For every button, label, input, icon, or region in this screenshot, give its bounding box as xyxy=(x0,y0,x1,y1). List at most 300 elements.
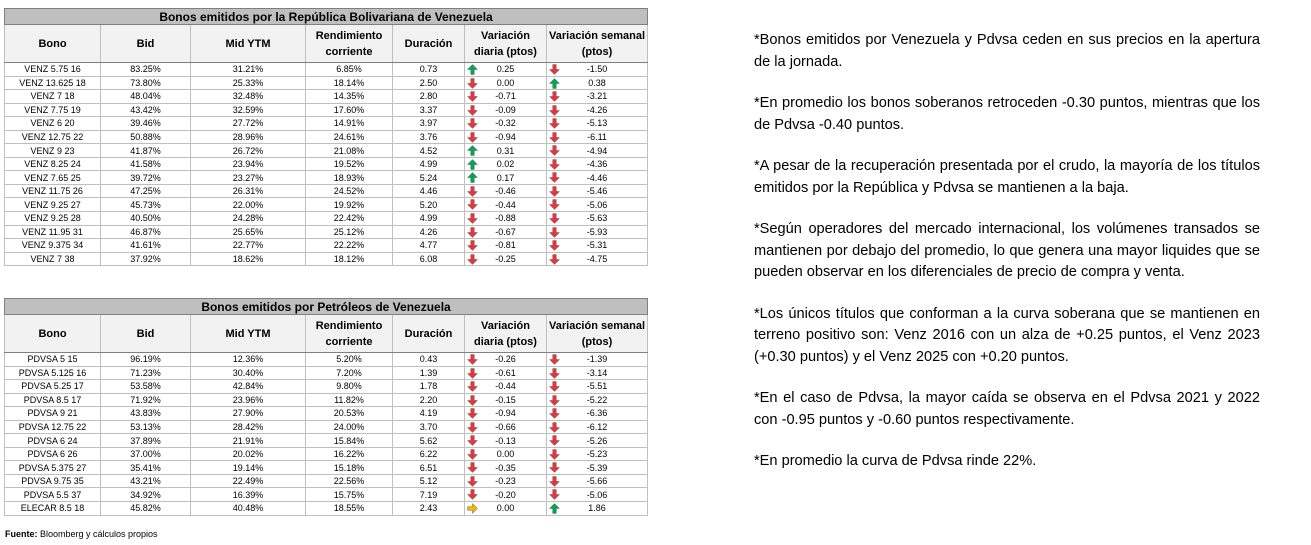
arrow-down-icon xyxy=(467,449,478,460)
commentary-notes xyxy=(754,30,1260,493)
venezuela-table-body xyxy=(5,63,648,266)
mid-ytm-cell: 25.33% xyxy=(191,76,306,90)
venezuela-header-row xyxy=(5,25,648,63)
bond-name-cell: VENZ 7 38 xyxy=(5,252,101,266)
bid-cell: 71.23% xyxy=(101,366,191,380)
var-diaria-cell-value: -0.66 xyxy=(495,422,516,432)
var-diaria-cell-value: -0.44 xyxy=(495,381,516,392)
var-semanal-cell xyxy=(547,474,648,488)
arrow-up-icon xyxy=(467,145,478,156)
arrow-down-icon xyxy=(549,186,560,197)
arrow-down-icon xyxy=(467,408,478,419)
mid-ytm-cell: 21.91% xyxy=(191,434,306,448)
arrow-down-icon xyxy=(549,240,560,251)
var-semanal-cell-value: -4.26 xyxy=(586,104,608,115)
var-semanal-cell-value: -4.36 xyxy=(586,159,608,170)
var-diaria-cell-value: -0.20 xyxy=(495,489,516,500)
mid-ytm-cell: 22.49% xyxy=(191,474,306,488)
pdvsa-bonds-table xyxy=(4,298,648,516)
venezuela-bonds-table xyxy=(4,8,648,266)
table-row xyxy=(5,212,648,226)
rendimiento-cell: 15.18% xyxy=(306,461,393,475)
rendimiento-cell: 15.75% xyxy=(306,488,393,502)
duracion-cell: 2.43 xyxy=(393,502,465,516)
bid-cell: 35.41% xyxy=(101,461,191,475)
arrow-down-icon xyxy=(467,227,478,238)
duracion-cell: 2.50 xyxy=(393,76,465,90)
var-semanal-cell-value: -3.14 xyxy=(586,367,608,378)
bid-cell: 53.58% xyxy=(101,380,191,394)
arrow-down-icon xyxy=(467,118,478,129)
arrow-right-icon xyxy=(467,503,478,514)
var-semanal-cell xyxy=(547,212,648,226)
table-row xyxy=(5,103,648,117)
note-paragraph: *Según operadores del mercado internacional, los volúmenes transados se mantienen por debajo del promedio, lo que genera una mayor liquides que se pueden observar en los diferenciales de precio de compra y venta. xyxy=(754,221,1260,280)
var-semanal-cell xyxy=(547,130,648,144)
duracion-cell: 4.46 xyxy=(393,184,465,198)
rendimiento-cell: 16.22% xyxy=(306,447,393,461)
var-diaria-cell xyxy=(465,198,547,212)
duracion-cell: 2.20 xyxy=(393,393,465,407)
rendimiento-cell: 5.20% xyxy=(306,353,393,367)
col-header-bono: Bono xyxy=(5,25,101,63)
var-diaria-cell-value: -0.44 xyxy=(495,199,516,210)
var-diaria-cell-value: 0.00 xyxy=(496,77,515,88)
mid-ytm-cell: 31.21% xyxy=(191,63,306,77)
table-row xyxy=(5,63,648,77)
var-semanal-cell-value: -5.22 xyxy=(586,394,608,405)
arrow-down-icon xyxy=(549,449,560,460)
mid-ytm-cell: 28.42% xyxy=(191,420,306,434)
note-paragraph: *Bonos emitidos por Venezuela y Pdvsa ceden en sus precios en la apertura de la jornada. xyxy=(754,32,1260,70)
var-diaria-cell xyxy=(465,171,547,185)
bid-cell: 41.87% xyxy=(101,144,191,158)
table-row xyxy=(5,144,648,158)
table-row xyxy=(5,420,648,434)
var-diaria-cell xyxy=(465,212,547,226)
arrow-down-icon xyxy=(549,159,560,170)
duracion-cell: 3.97 xyxy=(393,117,465,131)
var-semanal-cell xyxy=(547,171,648,185)
var-semanal-cell xyxy=(547,198,648,212)
rendimiento-cell: 24.61% xyxy=(306,130,393,144)
var-semanal-cell xyxy=(547,488,648,502)
arrow-down-icon xyxy=(467,105,478,116)
bid-cell: 46.87% xyxy=(101,225,191,239)
rendimiento-cell: 17.60% xyxy=(306,103,393,117)
mid-ytm-cell: 20.02% xyxy=(191,447,306,461)
mid-ytm-cell: 27.90% xyxy=(191,407,306,421)
rendimiento-cell: 18.93% xyxy=(306,171,393,185)
var-semanal-cell xyxy=(547,461,648,475)
var-semanal-cell xyxy=(547,239,648,253)
bond-name-cell: ELECAR 8.5 18 xyxy=(5,502,101,516)
duracion-cell: 5.20 xyxy=(393,198,465,212)
var-semanal-cell xyxy=(547,117,648,131)
var-diaria-cell xyxy=(465,184,547,198)
var-semanal-cell xyxy=(547,252,648,266)
var-diaria-cell-value: -0.15 xyxy=(495,394,516,405)
bid-cell: 43.42% xyxy=(101,103,191,117)
arrow-down-icon xyxy=(467,78,478,89)
rendimiento-cell: 19.52% xyxy=(306,157,393,171)
arrow-up-icon xyxy=(549,503,560,514)
table-row xyxy=(5,380,648,394)
table-row xyxy=(5,353,648,367)
bid-cell: 37.00% xyxy=(101,447,191,461)
var-semanal-cell-value: -5.51 xyxy=(586,381,608,392)
bid-cell: 39.46% xyxy=(101,117,191,131)
arrow-down-icon xyxy=(549,172,560,183)
bond-name-cell: PDVSA 5.125 16 xyxy=(5,366,101,380)
table-row xyxy=(5,407,648,421)
table-row xyxy=(5,171,648,185)
col-header-mid-ytm: Mid YTM xyxy=(191,25,306,63)
var-diaria-cell xyxy=(465,461,547,475)
var-semanal-cell-value: -5.31 xyxy=(586,240,608,251)
var-diaria-cell-value: 0.00 xyxy=(496,449,515,460)
arrow-down-icon xyxy=(467,240,478,251)
duracion-cell: 0.43 xyxy=(393,353,465,367)
bid-cell: 37.92% xyxy=(101,252,191,266)
bid-cell: 47.25% xyxy=(101,184,191,198)
duracion-cell: 4.26 xyxy=(393,225,465,239)
bond-name-cell: VENZ 13.625 18 xyxy=(5,76,101,90)
mid-ytm-cell: 22.00% xyxy=(191,198,306,212)
bond-name-cell: PDVSA 12.75 22 xyxy=(5,420,101,434)
var-semanal-cell-value: -5.66 xyxy=(586,476,608,487)
var-semanal-cell xyxy=(547,407,648,421)
mid-ytm-cell: 19.14% xyxy=(191,461,306,475)
col-header-bid: Bid xyxy=(101,25,191,63)
var-semanal-cell-value: -4.94 xyxy=(586,145,608,156)
rendimiento-cell: 11.82% xyxy=(306,393,393,407)
pdvsa-table-body xyxy=(5,353,648,516)
table-row xyxy=(5,130,648,144)
var-semanal-cell-value: -6.11 xyxy=(587,132,607,142)
mid-ytm-cell: 25.65% xyxy=(191,225,306,239)
arrow-down-icon xyxy=(549,354,560,365)
bond-name-cell: VENZ 9.25 27 xyxy=(5,198,101,212)
var-diaria-cell xyxy=(465,502,547,516)
rendimiento-cell: 24.52% xyxy=(306,184,393,198)
var-diaria-cell-value: -0.13 xyxy=(495,435,516,446)
bond-name-cell: VENZ 11.95 31 xyxy=(5,225,101,239)
rendimiento-cell: 7.20% xyxy=(306,366,393,380)
duracion-cell: 1.78 xyxy=(393,380,465,394)
arrow-down-icon xyxy=(549,462,560,473)
col-header-var-diaria: Variación diaria (ptos) xyxy=(465,25,547,63)
table-row xyxy=(5,474,648,488)
mid-ytm-cell: 32.48% xyxy=(191,90,306,104)
var-diaria-cell xyxy=(465,63,547,77)
col-header-duracion: Duración xyxy=(393,315,465,353)
table-row xyxy=(5,184,648,198)
arrow-down-icon xyxy=(549,422,560,433)
var-semanal-cell-value: -5.13 xyxy=(586,118,608,129)
arrow-up-icon xyxy=(467,172,478,183)
rendimiento-cell: 15.84% xyxy=(306,434,393,448)
var-diaria-cell xyxy=(465,239,547,253)
var-semanal-cell xyxy=(547,103,648,117)
var-semanal-cell-value: -6.12 xyxy=(586,422,608,432)
rendimiento-cell: 21.08% xyxy=(306,144,393,158)
var-semanal-cell xyxy=(547,353,648,367)
arrow-up-icon xyxy=(467,64,478,75)
var-semanal-cell-value: -6.36 xyxy=(586,408,608,419)
arrow-down-icon xyxy=(549,64,560,75)
var-semanal-cell-value: -5.06 xyxy=(586,199,608,210)
mid-ytm-cell: 22.77% xyxy=(191,239,306,253)
table-row xyxy=(5,434,648,448)
arrow-down-icon xyxy=(467,381,478,392)
mid-ytm-cell: 40.48% xyxy=(191,502,306,516)
bond-name-cell: PDVSA 5 15 xyxy=(5,353,101,367)
var-semanal-cell xyxy=(547,502,648,516)
col-header-bid: Bid xyxy=(101,315,191,353)
var-diaria-cell xyxy=(465,144,547,158)
mid-ytm-cell: 42.84% xyxy=(191,380,306,394)
var-diaria-cell-value: -0.81 xyxy=(495,240,516,251)
bid-cell: 45.73% xyxy=(101,198,191,212)
var-semanal-cell-value: -4.75 xyxy=(586,253,608,264)
pdvsa-header-row xyxy=(5,315,648,353)
rendimiento-cell: 14.91% xyxy=(306,117,393,131)
duracion-cell: 3.70 xyxy=(393,420,465,434)
var-semanal-cell-value: -5.26 xyxy=(586,435,608,446)
table-row xyxy=(5,447,648,461)
col-header-duracion: Duración xyxy=(393,25,465,63)
var-diaria-cell-value: -0.88 xyxy=(495,213,516,224)
arrow-down-icon xyxy=(549,118,560,129)
arrow-down-icon xyxy=(467,132,478,143)
arrow-down-icon xyxy=(467,199,478,210)
rendimiento-cell: 24.00% xyxy=(306,420,393,434)
mid-ytm-cell: 28.96% xyxy=(191,130,306,144)
note-paragraph: *A pesar de la recuperación presentada por el crudo, la mayoría de los títulos emitidos por la República y Pdvsa se mantienen a la baja. xyxy=(754,158,1260,196)
mid-ytm-cell: 23.96% xyxy=(191,393,306,407)
var-semanal-cell-value: -5.06 xyxy=(586,489,608,500)
var-diaria-cell xyxy=(465,366,547,380)
bond-name-cell: VENZ 7.65 25 xyxy=(5,171,101,185)
var-diaria-cell xyxy=(465,407,547,421)
rendimiento-cell: 18.55% xyxy=(306,502,393,516)
bond-name-cell: VENZ 9.25 28 xyxy=(5,212,101,226)
rendimiento-cell: 18.14% xyxy=(306,76,393,90)
duracion-cell: 6.08 xyxy=(393,252,465,266)
mid-ytm-cell: 30.40% xyxy=(191,366,306,380)
arrow-down-icon xyxy=(467,395,478,406)
duracion-cell: 0.73 xyxy=(393,63,465,77)
mid-ytm-cell: 24.28% xyxy=(191,212,306,226)
note-paragraph: *En promedio la curva de Pdvsa rinde 22%. xyxy=(754,453,1037,469)
arrow-down-icon xyxy=(467,186,478,197)
var-semanal-cell-value: -5.93 xyxy=(586,226,608,237)
var-diaria-cell xyxy=(465,103,547,117)
var-semanal-cell-value: -1.50 xyxy=(586,64,608,75)
bond-name-cell: VENZ 7 18 xyxy=(5,90,101,104)
bid-cell: 83.25% xyxy=(101,63,191,77)
bid-cell: 40.50% xyxy=(101,212,191,226)
table-row xyxy=(5,239,648,253)
arrow-up-icon xyxy=(467,159,478,170)
bond-name-cell: VENZ 7.75 19 xyxy=(5,103,101,117)
bid-cell: 37.89% xyxy=(101,434,191,448)
arrow-down-icon xyxy=(549,199,560,210)
duracion-cell: 5.62 xyxy=(393,434,465,448)
var-diaria-cell xyxy=(465,488,547,502)
source-label: Fuente: xyxy=(5,529,38,539)
col-header-rendimiento: Rendimiento corriente xyxy=(306,25,393,63)
arrow-down-icon xyxy=(549,213,560,224)
var-semanal-cell-value: -1.39 xyxy=(586,354,608,365)
arrow-down-icon xyxy=(467,489,478,500)
arrow-down-icon xyxy=(549,408,560,419)
var-diaria-cell xyxy=(465,76,547,90)
var-diaria-cell-value: 0.02 xyxy=(496,159,515,170)
var-diaria-cell-value: 0.25 xyxy=(496,64,515,75)
var-diaria-cell xyxy=(465,252,547,266)
col-header-mid-ytm: Mid YTM xyxy=(191,315,306,353)
duracion-cell: 6.51 xyxy=(393,461,465,475)
rendimiento-cell: 20.53% xyxy=(306,407,393,421)
mid-ytm-cell: 16.39% xyxy=(191,488,306,502)
arrow-down-icon xyxy=(549,395,560,406)
rendimiento-cell: 19.92% xyxy=(306,198,393,212)
var-semanal-cell xyxy=(547,63,648,77)
arrow-down-icon xyxy=(467,254,478,265)
bid-cell: 71.92% xyxy=(101,393,191,407)
var-diaria-cell-value: -0.61 xyxy=(495,367,516,378)
var-semanal-cell xyxy=(547,393,648,407)
arrow-down-icon xyxy=(549,105,560,116)
arrow-down-icon xyxy=(467,368,478,379)
var-semanal-cell xyxy=(547,90,648,104)
arrow-down-icon xyxy=(549,489,560,500)
var-diaria-cell xyxy=(465,157,547,171)
rendimiento-cell: 18.12% xyxy=(306,252,393,266)
table-row xyxy=(5,488,648,502)
bid-cell: 73.80% xyxy=(101,76,191,90)
var-diaria-cell-value: -0.94 xyxy=(495,132,516,142)
var-semanal-cell xyxy=(547,447,648,461)
var-diaria-cell-value: -0.71 xyxy=(495,91,516,102)
duracion-cell: 4.19 xyxy=(393,407,465,421)
var-diaria-cell-value: -0.94 xyxy=(495,408,516,419)
var-semanal-cell xyxy=(547,434,648,448)
bond-name-cell: PDVSA 5.25 17 xyxy=(5,380,101,394)
arrow-down-icon xyxy=(549,145,560,156)
rendimiento-cell: 9.80% xyxy=(306,380,393,394)
table-row xyxy=(5,76,648,90)
var-diaria-cell xyxy=(465,380,547,394)
var-diaria-cell xyxy=(465,117,547,131)
var-diaria-cell-value: -0.23 xyxy=(495,476,516,487)
duracion-cell: 4.99 xyxy=(393,157,465,171)
arrow-down-icon xyxy=(549,227,560,238)
table-row xyxy=(5,393,648,407)
arrow-down-icon xyxy=(549,435,560,446)
bond-name-cell: VENZ 11.75 26 xyxy=(5,184,101,198)
bid-cell: 41.61% xyxy=(101,239,191,253)
mid-ytm-cell: 27.72% xyxy=(191,117,306,131)
var-diaria-cell-value: -0.35 xyxy=(495,462,516,473)
var-diaria-cell-value: 0.00 xyxy=(496,503,515,514)
var-semanal-cell xyxy=(547,184,648,198)
mid-ytm-cell: 23.94% xyxy=(191,157,306,171)
var-semanal-cell xyxy=(547,380,648,394)
var-diaria-cell-value: -0.25 xyxy=(495,253,516,264)
bond-name-cell: VENZ 12.75 22 xyxy=(5,130,101,144)
var-diaria-cell-value: 0.17 xyxy=(496,172,515,183)
var-diaria-cell xyxy=(465,225,547,239)
duracion-cell: 1.39 xyxy=(393,366,465,380)
bond-name-cell: PDVSA 6 24 xyxy=(5,434,101,448)
bond-name-cell: VENZ 6 20 xyxy=(5,117,101,131)
var-semanal-cell-value: 0.38 xyxy=(588,77,606,88)
table-row xyxy=(5,117,648,131)
mid-ytm-cell: 23.27% xyxy=(191,171,306,185)
note-paragraph: *Los únicos títulos que conforman a la curva soberana que se mantienen en terreno positivo son: Venz 2016 con un alza de +0.25 puntos, el Venz 2023 (+0.30 puntos) y el Venz 2025 con +0.20 puntos. xyxy=(754,305,1260,365)
arrow-down-icon xyxy=(549,476,560,487)
arrow-down-icon xyxy=(549,254,560,265)
var-diaria-cell xyxy=(465,420,547,434)
var-diaria-cell xyxy=(465,90,547,104)
duracion-cell: 6.22 xyxy=(393,447,465,461)
note-paragraph: *En el caso de Pdvsa, la mayor caída se observa en el Pdvsa 2021 y 2022 con -0.95 puntos y -0.60 puntos respectivamente. xyxy=(754,390,1260,428)
rendimiento-cell: 14.35% xyxy=(306,90,393,104)
bond-name-cell: VENZ 8.25 24 xyxy=(5,157,101,171)
rendimiento-cell: 6.85% xyxy=(306,63,393,77)
bond-name-cell: VENZ 9 23 xyxy=(5,144,101,158)
var-semanal-cell xyxy=(547,420,648,434)
bid-cell: 50.88% xyxy=(101,130,191,144)
table-row xyxy=(5,198,648,212)
bond-name-cell: PDVSA 5.375 27 xyxy=(5,461,101,475)
mid-ytm-cell: 26.31% xyxy=(191,184,306,198)
bid-cell: 48.04% xyxy=(101,90,191,104)
var-semanal-cell-value: -5.39 xyxy=(586,462,608,473)
var-semanal-cell-value: -5.23 xyxy=(586,449,608,460)
rendimiento-cell: 25.12% xyxy=(306,225,393,239)
bid-cell: 45.82% xyxy=(101,502,191,516)
bond-name-cell: PDVSA 9 21 xyxy=(5,407,101,421)
arrow-down-icon xyxy=(467,476,478,487)
duracion-cell: 2.80 xyxy=(393,90,465,104)
table-row xyxy=(5,461,648,475)
var-diaria-cell xyxy=(465,474,547,488)
arrow-down-icon xyxy=(467,354,478,365)
duracion-cell: 3.76 xyxy=(393,130,465,144)
var-semanal-cell-value: 1.86 xyxy=(588,503,606,514)
arrow-down-icon xyxy=(467,213,478,224)
var-semanal-cell xyxy=(547,157,648,171)
var-diaria-cell-value: -0.67 xyxy=(495,226,516,237)
duracion-cell: 5.24 xyxy=(393,171,465,185)
table-row xyxy=(5,502,648,516)
var-semanal-cell-value: -5.63 xyxy=(586,213,608,224)
bond-name-cell: PDVSA 9.75 35 xyxy=(5,474,101,488)
arrow-down-icon xyxy=(549,91,560,102)
var-diaria-cell xyxy=(465,130,547,144)
arrow-up-icon xyxy=(549,78,560,89)
var-diaria-cell-value: -0.26 xyxy=(495,354,516,365)
arrow-down-icon xyxy=(549,368,560,379)
var-diaria-cell-value: 0.31 xyxy=(496,145,515,156)
col-header-bono: Bono xyxy=(5,315,101,353)
mid-ytm-cell: 26.72% xyxy=(191,144,306,158)
arrow-down-icon xyxy=(549,132,560,143)
